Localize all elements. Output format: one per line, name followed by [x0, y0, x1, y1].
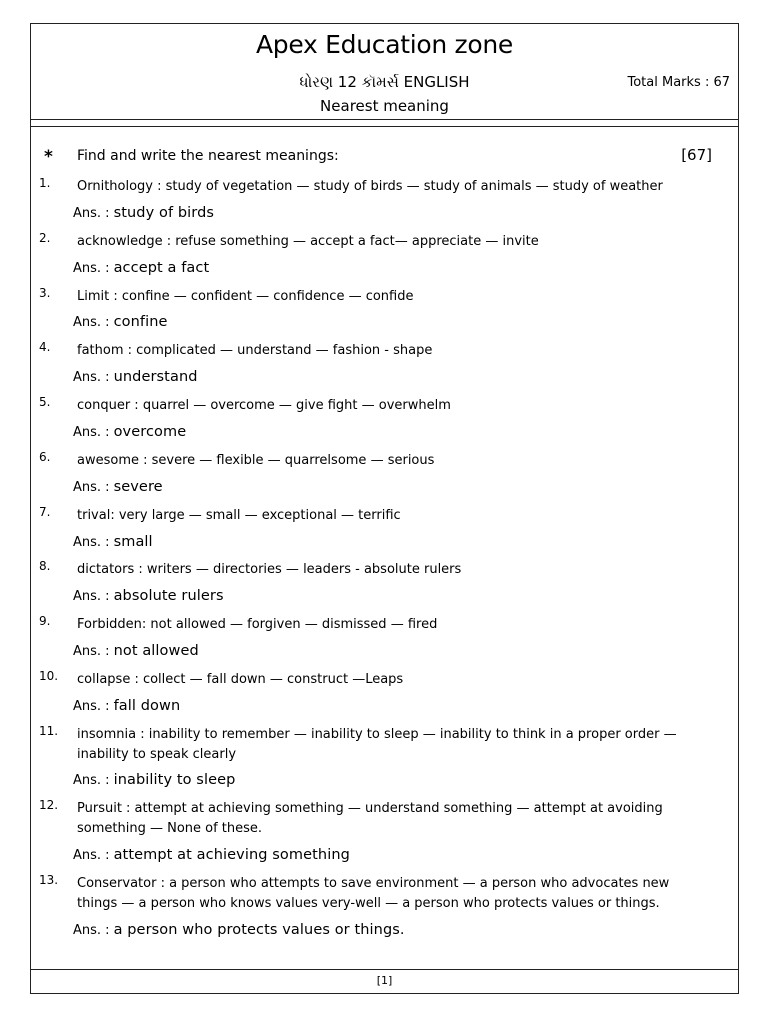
question-text: acknowledge : refuse something — accept a fact— appreciate — invite [77, 234, 539, 249]
answer-label: Ans. : [73, 315, 110, 330]
answer-label: Ans. : [73, 848, 110, 863]
question-text: Ornithology : study of vegetation — study of birds — study of animals — study of weather [77, 179, 663, 194]
answer-label: Ans. : [73, 425, 110, 440]
answer-line [73, 588, 224, 604]
instruction-marks: [67] [681, 146, 712, 164]
answer-line [73, 369, 198, 385]
answer-label: Ans. : [73, 206, 110, 221]
answer-line [73, 643, 199, 659]
question-text: insomnia : inability to remember — inability to sleep — inability to think in a proper order — inability to speak clearly [77, 727, 677, 762]
answer-line [73, 424, 186, 440]
question-text: Pursuit : attempt at achieving something — understand something — attempt at avoiding something — None of these. [77, 801, 663, 836]
answer-line [73, 260, 209, 276]
question-number: 4. [39, 340, 51, 354]
header [31, 24, 738, 119]
answer-value: overcome [113, 424, 187, 440]
question-number: 9. [39, 614, 51, 628]
question-number: 1. [39, 176, 51, 190]
answer-label: Ans. : [73, 923, 110, 938]
answer-line [73, 847, 350, 863]
page-frame [30, 23, 739, 994]
question-text: trival: very large — small — exceptional — terrific [77, 508, 401, 523]
question-text: Forbidden: not allowed — forgiven — dismissed — fired [77, 617, 438, 632]
question-number: 7. [39, 505, 51, 519]
answer-value: accept a fact [113, 260, 210, 276]
answer-label: Ans. : [73, 644, 110, 659]
question-number: 5. [39, 395, 51, 409]
question-number: 3. [39, 286, 51, 300]
question-text: conquer : quarrel — overcome — give fight — overwhelm [77, 398, 451, 413]
instruction-text: Find and write the nearest meanings: [77, 148, 339, 164]
question-text: Conservator : a person who attempts to save environment — a person who advocates new things — a person who knows values very-well — a person who protects values or things. [77, 876, 670, 911]
answer-value: confine [113, 314, 168, 330]
answer-value: not allowed [113, 643, 199, 659]
answer-line [73, 205, 214, 221]
answer-value: a person who protects values or things. [113, 922, 405, 938]
question-number: 11. [39, 724, 59, 738]
answer-label: Ans. : [73, 589, 110, 604]
question-text: collapse : collect — fall down — construct —Leaps [77, 672, 404, 687]
question-number: 2. [39, 231, 51, 245]
answer-value: absolute rulers [113, 588, 224, 604]
subtitle: ધોરણ 12 કૉમર્સ ENGLISH [299, 73, 470, 91]
question-number: 6. [39, 450, 51, 464]
question-number: 12. [39, 798, 59, 812]
answer-label: Ans. : [73, 773, 110, 788]
answer-label: Ans. : [73, 261, 110, 276]
answer-line [73, 479, 163, 495]
answer-value: understand [113, 369, 198, 385]
answer-value: attempt at achieving something [113, 847, 350, 863]
question-text: fathom : complicated — understand — fashion - shape [77, 343, 433, 358]
question-text: Limit : confine — confident — confidence — confide [77, 289, 414, 304]
question-text: awesome : severe — flexible — quarrelsome — serious [77, 453, 435, 468]
section-title: Nearest meaning [320, 97, 449, 115]
answer-value: study of birds [113, 205, 215, 221]
answer-label: Ans. : [73, 535, 110, 550]
answer-label: Ans. : [73, 699, 110, 714]
answer-label: Ans. : [73, 370, 110, 385]
question-number: 13. [39, 873, 59, 887]
answer-value: inability to sleep [113, 772, 236, 788]
question-text: dictators : writers — directories — leaders - absolute rulers [77, 562, 462, 577]
header-divider [31, 119, 738, 120]
question-number: 8. [39, 559, 51, 573]
page-title: Apex Education zone [255, 30, 513, 59]
answer-line [73, 534, 153, 550]
page-number: [1] [376, 974, 393, 987]
total-marks: Total Marks : 67 [627, 75, 730, 90]
answer-value: small [113, 534, 153, 550]
footer-divider [31, 969, 738, 970]
answer-line [73, 698, 180, 714]
answer-value: severe [113, 479, 163, 495]
question-number: 10. [39, 669, 59, 683]
answer-line [73, 922, 405, 938]
header-divider-second [31, 126, 738, 127]
answer-line [73, 772, 235, 788]
answer-line [73, 314, 168, 330]
answer-label: Ans. : [73, 480, 110, 495]
answer-value: fall down [113, 698, 181, 714]
bullet: * [44, 147, 53, 167]
